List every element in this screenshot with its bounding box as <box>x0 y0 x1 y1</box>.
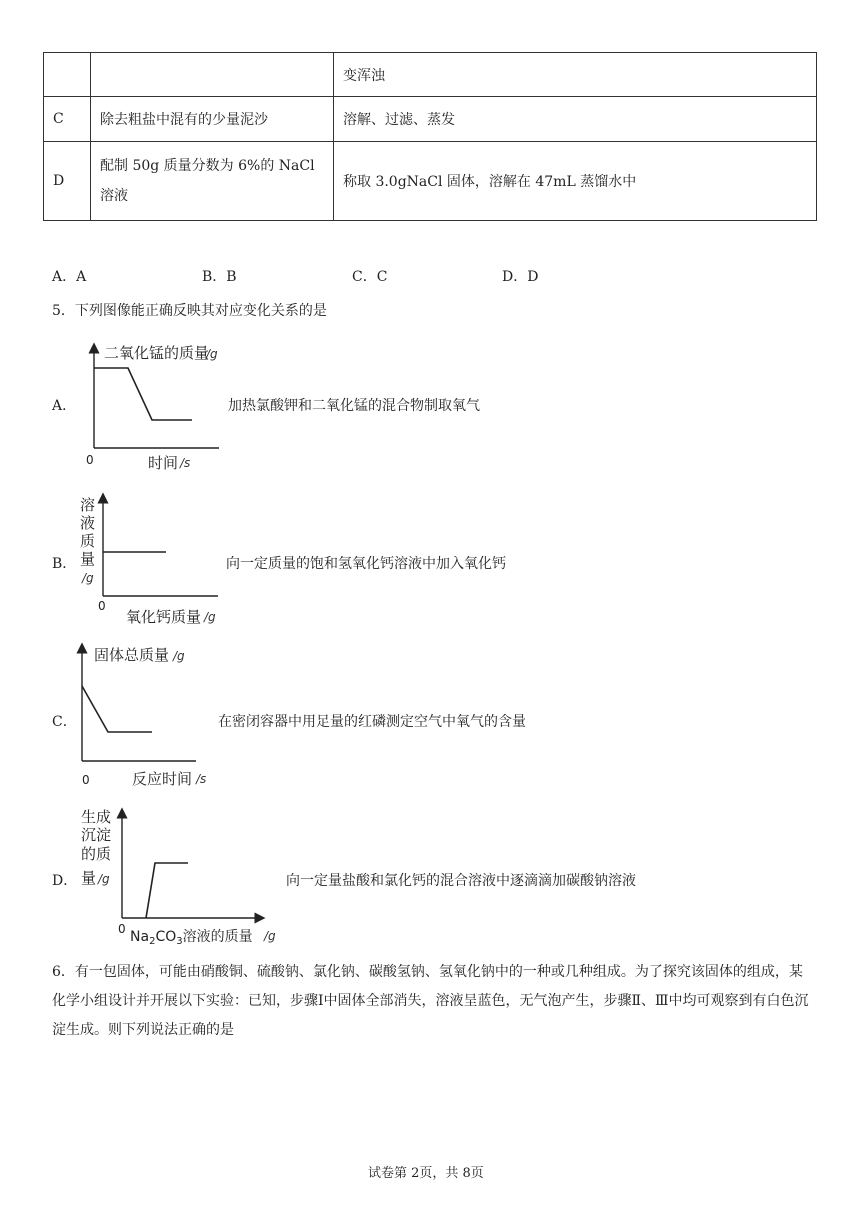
y-axis-unit: /g <box>173 649 185 663</box>
table-row <box>44 53 817 97</box>
table-cell-method: 溶解、过滤、蒸发 <box>334 97 817 142</box>
y-axis-label-char: 溶 <box>80 496 96 514</box>
graph-line <box>82 686 152 732</box>
y-axis-label: 二氧化锰的质量 <box>104 344 210 362</box>
origin-label: 0 <box>86 453 94 467</box>
table-cell-letter <box>44 53 91 97</box>
graph-d <box>76 803 282 949</box>
q4-option-d: D．D <box>502 269 539 285</box>
table-cell-method: 称取 3.0gNaCl 固体，溶解在 47mL 蒸馏水中 <box>334 142 817 221</box>
q4-option-c: C．C <box>352 269 388 285</box>
y-axis-unit: /g <box>82 571 94 585</box>
origin-label: 0 <box>82 773 90 787</box>
origin-label: 0 <box>98 599 106 613</box>
q6-text: 6．有一包固体，可能由硝酸铜、硫酸钠、氯化钠、碳酸氢钠、氢氧化钠中的一种或几种组成。为了探究该固体的组成，某化学小组设计并开展以下实验：已知，步骤Ⅰ中固体全部消失，溶液呈蓝色，无气泡产生，步骤Ⅱ、Ⅲ中均可观察到有白色沉淀生成。则下列说法正确的是 <box>52 964 809 1038</box>
table-cell-item: 除去粗盐中混有的少量泥沙 <box>91 97 334 142</box>
y-axis-label-char: 量 <box>80 550 96 568</box>
q5-option-c-description: 在密闭容器中用足量的红磷测定空气中氧气的含量 <box>218 714 526 730</box>
x-axis-label: 氧化钙质量 <box>126 608 202 626</box>
q5-option-b-letter: B． <box>52 556 77 572</box>
graph-c <box>76 640 226 790</box>
experiment-table <box>43 52 817 221</box>
graph-line <box>146 863 188 918</box>
x-axis-label: 反应时间 <box>132 770 193 788</box>
q5-option-a-description: 加热氯酸钾和二氧化锰的混合物制取氧气 <box>228 398 480 414</box>
graph-a <box>76 338 226 474</box>
graph-b <box>76 490 226 630</box>
y-axis-label-line: 生成 <box>81 808 112 826</box>
x-axis-unit: /g <box>264 929 276 943</box>
table-cell-letter: C <box>44 97 91 142</box>
y-axis-label-line: 的质 <box>81 845 112 863</box>
graph-line <box>94 368 192 420</box>
q5-option-a-letter: A． <box>52 398 77 414</box>
x-axis-label: 时间 <box>148 454 179 472</box>
q5-option-d-description: 向一定量盐酸和氯化钙的混合溶液中逐滴滴加碳酸钠溶液 <box>286 873 636 889</box>
origin-label: 0 <box>118 922 126 936</box>
y-axis-unit: /g <box>98 872 110 886</box>
x-axis-unit: /s <box>196 772 207 786</box>
q5-option-c-letter: C． <box>52 714 77 730</box>
x-axis-unit: /s <box>180 456 191 470</box>
table-row <box>44 97 817 142</box>
y-axis-label: 固体总质量 <box>94 646 170 664</box>
q4-option-a: A．A <box>52 269 87 285</box>
page-footer: 试卷第 2页，共 8页 <box>368 1166 484 1181</box>
table-cell-letter: D <box>44 142 91 221</box>
y-axis-label-line: 沉淀 <box>81 826 112 844</box>
q4-option-b: B．B <box>202 269 237 285</box>
q5-option-b-description: 向一定质量的饱和氢氧化钙溶液中加入氧化钙 <box>226 556 506 572</box>
x-axis-label: $Na_2CO_3$溶液的质量 <box>130 929 253 947</box>
x-axis-unit: /g <box>204 610 216 624</box>
table-row <box>44 142 817 221</box>
table-cell-method: 变浑浊 <box>334 53 817 97</box>
q5-option-d-letter: D． <box>52 873 78 889</box>
y-axis-label-char: 质 <box>80 532 96 550</box>
y-axis-unit: /g <box>206 347 218 361</box>
table-cell-item: 配制 50g 质量分数为 6%的 NaCl 溶液 <box>91 142 334 221</box>
q5-stem: 5．下列图像能正确反映其对应变化关系的是 <box>52 303 327 319</box>
table-cell-item <box>91 53 334 97</box>
y-axis-label-line: 量 <box>81 869 97 887</box>
y-axis-label-char: 液 <box>80 514 96 532</box>
